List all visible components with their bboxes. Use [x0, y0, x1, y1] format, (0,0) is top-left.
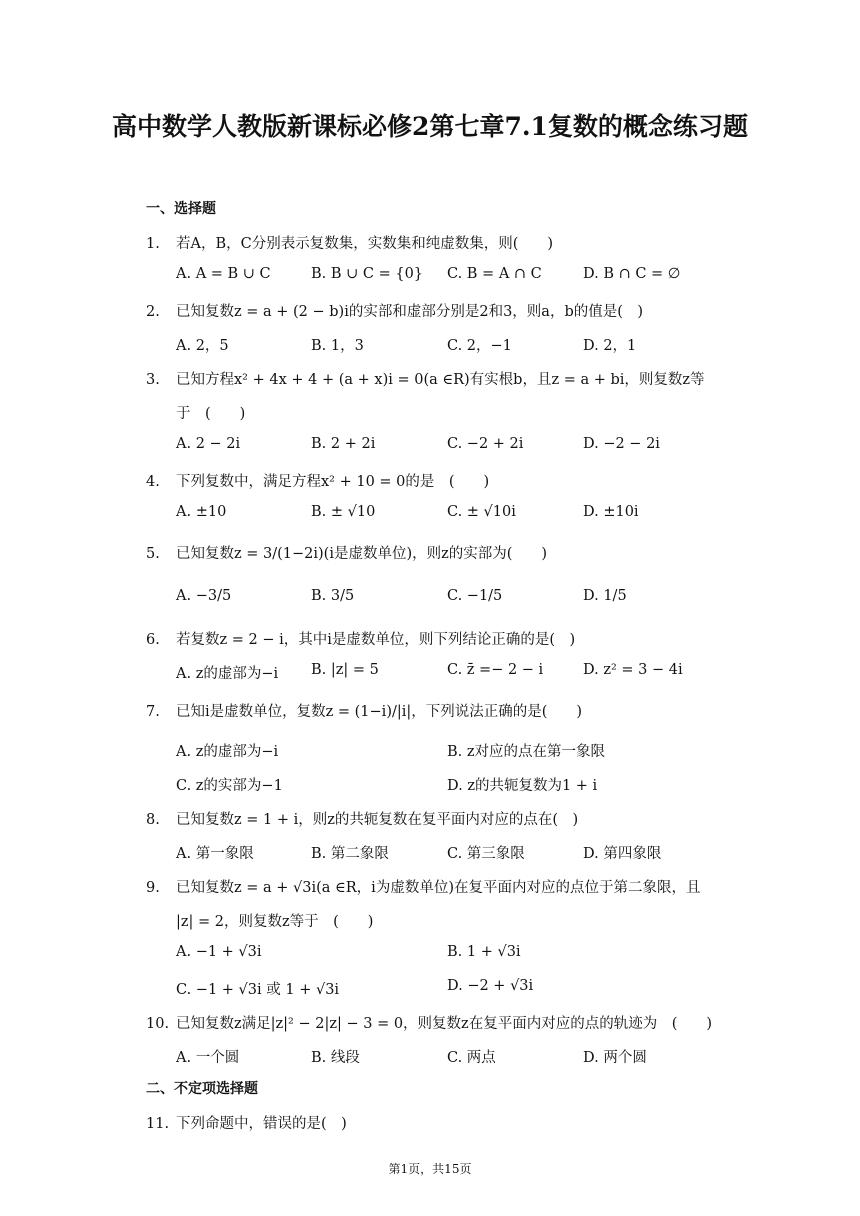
question-5: [146, 542, 547, 563]
option-d: D. ±10i: [583, 504, 639, 520]
question-3: [146, 368, 705, 389]
option-b: B. 2 + 2i: [311, 436, 376, 452]
question-2: [146, 300, 643, 321]
option-c: C. −1 + √3i 或 1 + √3i: [176, 982, 340, 998]
option-a: A. 2 − 2i: [176, 436, 241, 452]
option-b: B. 1 + √3i: [447, 944, 521, 960]
option-d: D. B ∩ C = ∅: [583, 266, 681, 282]
option-c: C. −1/5: [447, 588, 503, 604]
question-10: [146, 1012, 712, 1033]
question-1: [146, 232, 553, 253]
option-c: C. z的实部为−1: [176, 778, 283, 794]
question-11: [146, 1112, 347, 1133]
option-d: D. −2 − 2i: [583, 436, 660, 452]
question-number: 6.: [146, 632, 160, 648]
question-text: 已知复数z满足|z|² − 2|z| − 3 = 0，则复数z在复平面内对应的点的轨迹为 ( ): [176, 1016, 713, 1032]
question-text: 若复数z = 2 − i，其中i是虚数单位，则下列结论正确的是( ): [176, 632, 576, 648]
option-b: B. 线段: [311, 1050, 360, 1066]
option-a: A. ±10: [176, 504, 227, 520]
question-number: 11.: [146, 1116, 170, 1132]
option-a: A. 2，5: [176, 338, 229, 354]
option-b: B. B ∪ C = {0}: [311, 266, 424, 282]
option-d: D. 两个圆: [583, 1050, 647, 1066]
option-b: B. |z| = 5: [311, 662, 379, 678]
question-text: 已知复数z = a + √3i(a ∈R，i为虚数单位)在复平面内对应的点位于第二象限，且: [176, 880, 701, 896]
option-d: D. 2，1: [583, 338, 637, 354]
question-number: 1.: [146, 236, 160, 252]
question-text: 已知复数z = 1 + i，则z的共轭复数在复平面内对应的点在( ): [176, 812, 579, 828]
question-7: [146, 700, 582, 721]
option-a: A. −1 + √3i: [176, 944, 262, 960]
option-c: C. 第三象限: [447, 846, 525, 862]
question-number: 7.: [146, 704, 160, 720]
option-b: B. ± √10: [311, 504, 376, 520]
question-text: 已知i是虚数单位，复数z = (1−i)/|i|，下列说法正确的是( ): [176, 704, 583, 720]
option-b: B. 3/5: [311, 588, 355, 604]
option-b: B. 第二象限: [311, 846, 389, 862]
option-c: C. ± √10i: [447, 504, 516, 520]
question-text: 已知复数z = a + (2 − b)i的实部和虚部分别是2和3，则a，b的值是( ): [176, 304, 644, 320]
option-c: C. B = A ∩ C: [447, 266, 542, 282]
question-text: 已知复数z = 3/(1−2i)(i是虚数单位)，则z的实部为( ): [176, 546, 548, 562]
question-number: 3.: [146, 372, 160, 388]
question-number: 10.: [146, 1016, 170, 1032]
option-a: A. A = B ∪ C: [176, 266, 271, 282]
question-number: 8.: [146, 812, 160, 828]
question-number: 2.: [146, 304, 160, 320]
question-text: 下列命题中，错误的是( ): [176, 1116, 347, 1132]
section-heading-choice: 一、选择题: [146, 201, 216, 217]
option-d: D. z的共轭复数为1 + i: [447, 778, 598, 794]
page-footer: 第1页，共15页: [388, 1162, 472, 1176]
option-c: C. z̄ =− 2 − i: [447, 662, 544, 678]
question-number: 5.: [146, 546, 160, 562]
question-8: [146, 808, 578, 829]
option-b: B. 1，3: [311, 338, 364, 354]
question-text-continued: |z| = 2，则复数z等于 ( ): [176, 914, 374, 930]
question-number: 9.: [146, 880, 160, 896]
option-a: A. z的虚部为−i: [176, 666, 279, 682]
option-c: C. 2，−1: [447, 338, 512, 354]
question-9: [146, 876, 700, 897]
option-a: A. z的虚部为−i: [176, 744, 279, 760]
option-c: C. 两点: [447, 1050, 496, 1066]
option-d: D. 1/5: [583, 588, 627, 604]
option-a: A. 一个圆: [176, 1050, 240, 1066]
page-title: 高中数学人教版新课标必修2第七章7.1复数的概念练习题: [112, 112, 748, 141]
section-heading-multi: 二、不定项选择题: [146, 1081, 258, 1097]
option-c: C. −2 + 2i: [447, 436, 524, 452]
question-text: 若A，B，C分别表示复数集，实数集和纯虚数集，则( ): [176, 236, 554, 252]
option-d: D. −2 + √3i: [447, 978, 534, 994]
question-number: 4.: [146, 474, 160, 490]
option-a: A. 第一象限: [176, 846, 254, 862]
option-d: D. z² = 3 − 4i: [583, 662, 683, 678]
question-text: 已知方程x² + 4x + 4 + (a + x)i = 0(a ∈R)有实根b，且z = a + bi，则复数z等: [176, 372, 705, 388]
option-d: D. 第四象限: [583, 846, 662, 862]
question-4: [146, 470, 489, 491]
option-a: A. −3/5: [176, 588, 232, 604]
question-6: [146, 628, 575, 649]
question-text-continued: 于 ( ): [176, 406, 246, 422]
question-text: 下列复数中，满足方程x² + 10 = 0的是 ( ): [176, 474, 490, 490]
option-b: B. z对应的点在第一象限: [447, 744, 606, 760]
